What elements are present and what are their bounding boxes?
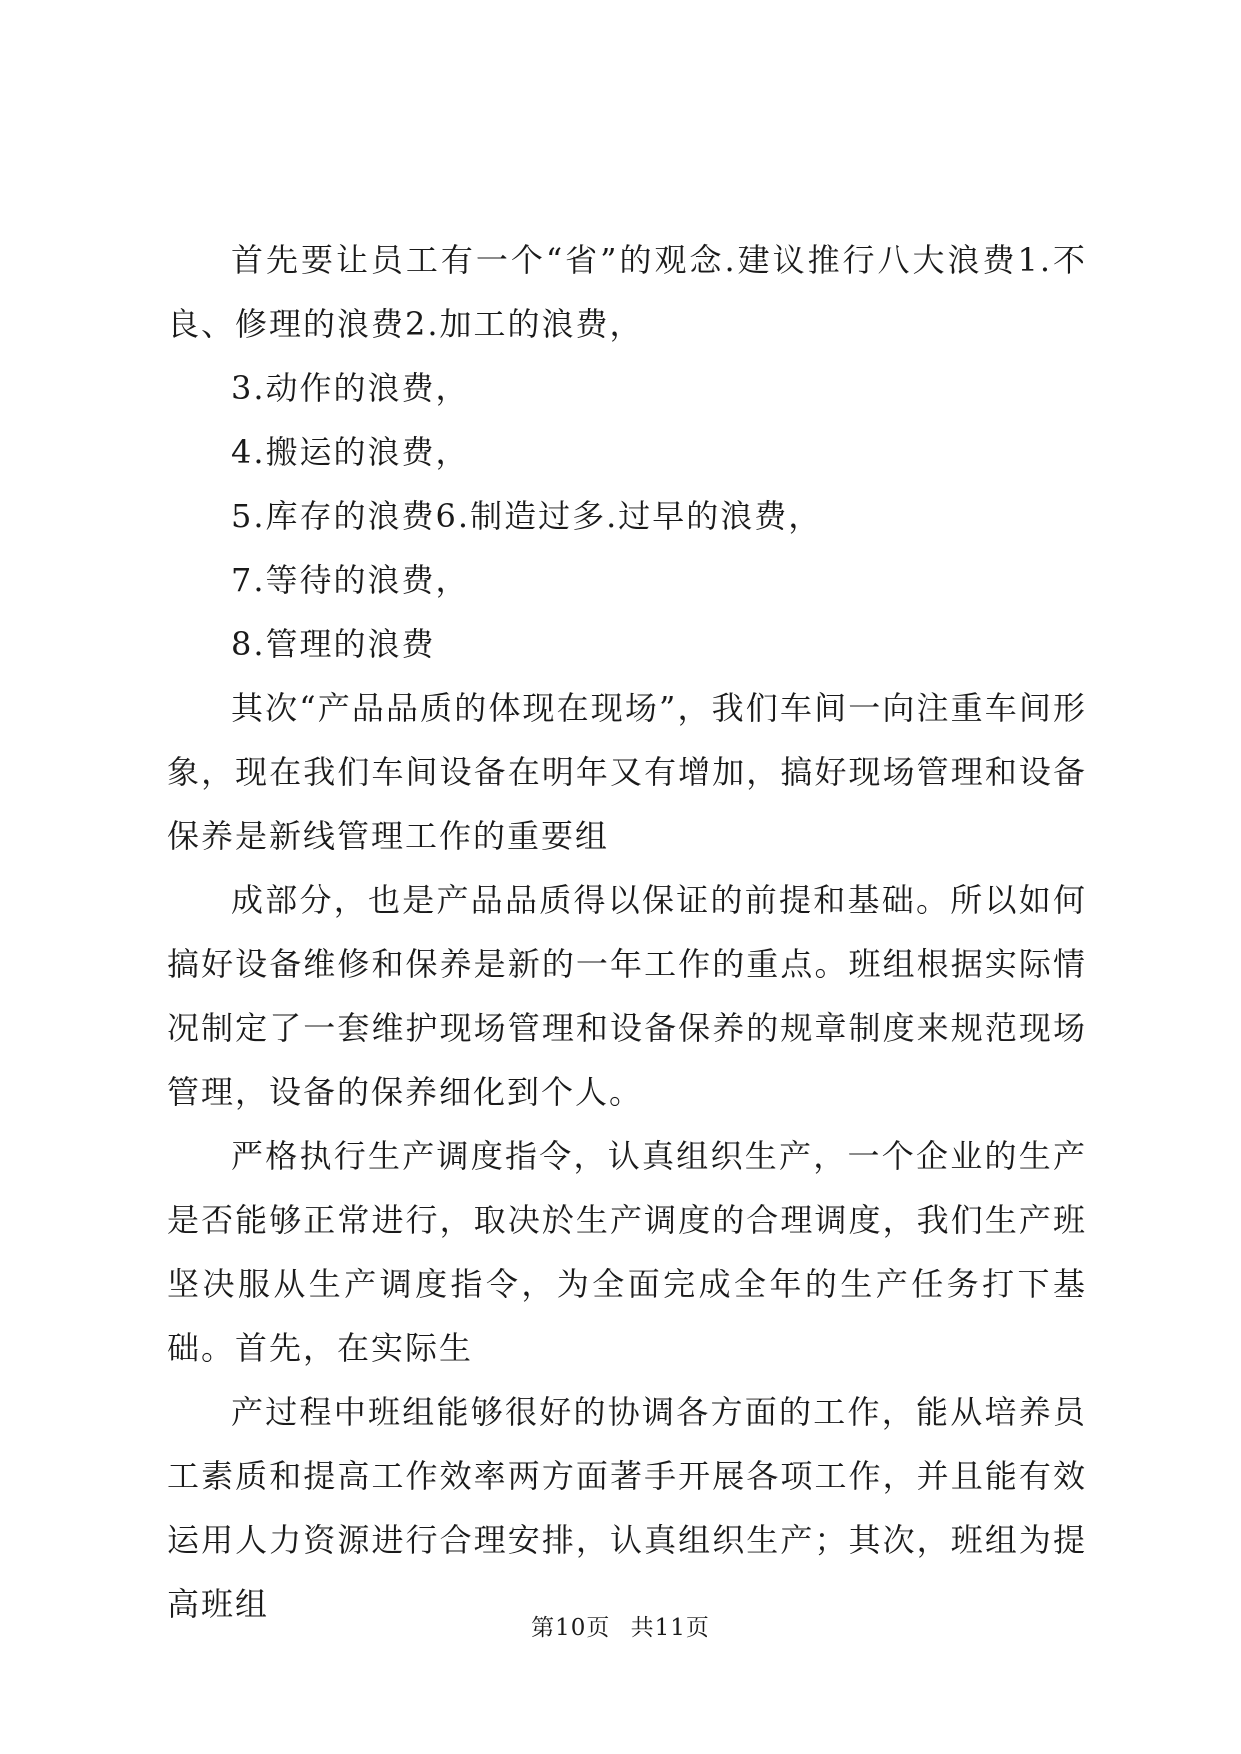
page-number: 第10页 bbox=[531, 1615, 611, 1641]
paragraph: 产过程中班组能够很好的协调各方面的工作，能从培养员工素质和提高工作效率两方面著手开展各项工作，并且能有效运用人力资源进行合理安排，认真组织生产；其次，班组为提高班组 bbox=[167, 1393, 1087, 1623]
list-item: 7.等待的浪费， bbox=[231, 561, 470, 599]
paragraph: 首先要让员工有一个“省”的观念.建议推行八大浪费1.不良、修理的浪费2.加工的浪费， bbox=[167, 241, 1087, 343]
list-item: 8.管理的浪费 bbox=[231, 625, 436, 663]
document-body bbox=[167, 228, 1087, 1636]
paragraph: 其次“产品品质的体现在现场”，我们车间一向注重车间形象，现在我们车间设备在明年又有增加，搞好现场管理和设备保养是新线管理工作的重要组 bbox=[167, 689, 1087, 855]
list-item: 3.动作的浪费， bbox=[231, 369, 470, 407]
page-footer bbox=[0, 1612, 1241, 1644]
page-total: 共11页 bbox=[630, 1615, 710, 1641]
paragraph: 成部分，也是产品品质得以保证的前提和基础。所以如何搞好设备维修和保养是新的一年工作的重点。班组根据实际情况制定了一套维护现场管理和设备保养的规章制度来规范现场管理，设备的保养细化到个人。 bbox=[167, 881, 1087, 1111]
paragraph: 严格执行生产调度指令，认真组织生产，一个企业的生产是否能够正常进行，取决於生产调度的合理调度，我们生产班坚决服从生产调度指令，为全面完成全年的生产任务打下基础。首先，在实际生 bbox=[167, 1137, 1087, 1367]
list-item: 5.库存的浪费6.制造过多.过早的浪费， bbox=[231, 497, 823, 535]
list-item: 4.搬运的浪费， bbox=[231, 433, 470, 471]
